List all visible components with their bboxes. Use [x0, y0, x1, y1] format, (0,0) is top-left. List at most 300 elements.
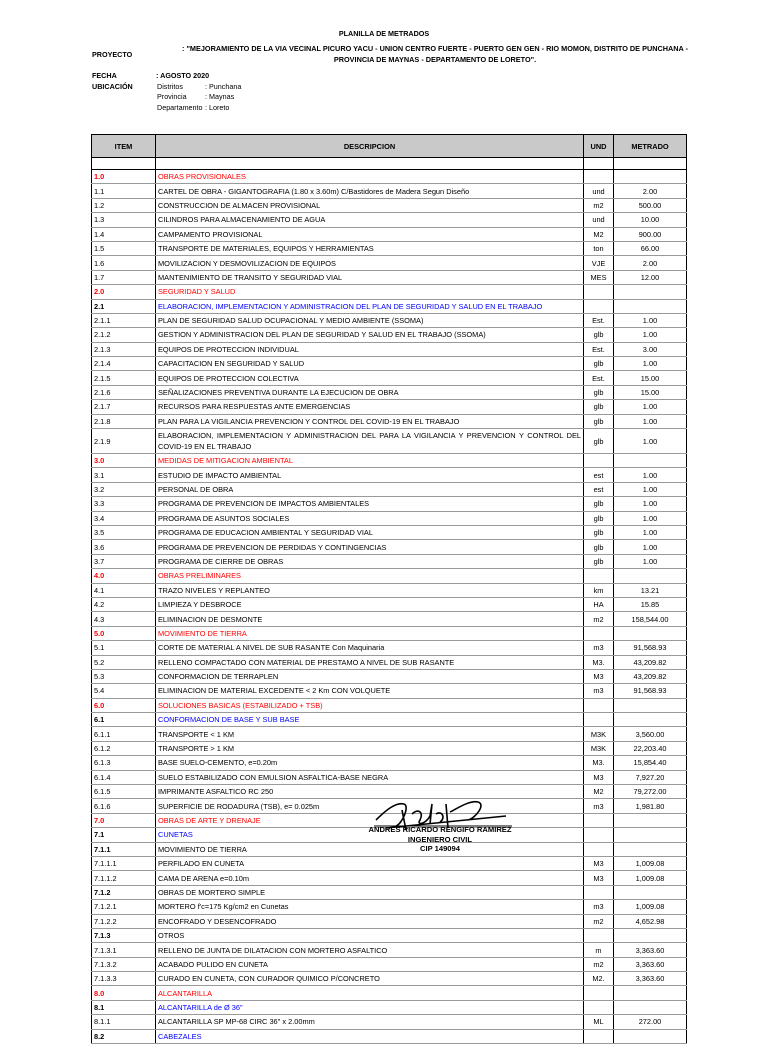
cell-metrado: [614, 885, 687, 899]
proyecto-line-1: : "MEJORAMIENTO DE LA VIA VECINAL PICURO YACU - UNION CENTRO FUERTE - PUERTO GEN GEN - RIO MOMON, DISTRITO DE PUNCHANA -: [181, 44, 689, 53]
cell-und: m3: [584, 641, 614, 655]
cell-und: [584, 828, 614, 842]
cell-und: M2: [584, 785, 614, 799]
cell-descripcion: ELIMINACION DE DESMONTE: [156, 612, 584, 626]
cell-descripcion: CAMA DE ARENA e=0.10m: [156, 871, 584, 885]
table-row: [92, 871, 687, 885]
table-row: [92, 342, 687, 356]
cell-metrado: [614, 454, 687, 468]
cell-metrado: 1.00: [614, 468, 687, 482]
cell-metrado: [614, 299, 687, 313]
table-row: [92, 170, 687, 184]
cell-metrado: 1.00: [614, 313, 687, 327]
engineer-cip: CIP 149094: [420, 844, 460, 854]
cell-descripcion: EQUIPOS DE PROTECCION INDIVIDUAL: [156, 342, 584, 356]
cell-descripcion: CAPACITACION EN SEGURIDAD Y SALUD: [156, 357, 584, 371]
cell-descripcion: CONFORMACION DE TERRAPLEN: [156, 669, 584, 683]
cell-metrado: 91,568.93: [614, 641, 687, 655]
cell-metrado: [614, 1000, 687, 1014]
engineer-name: ANDRES RICARDO RENGIFO RAMIREZ: [368, 825, 512, 834]
cell-item: 8.1.1: [92, 1015, 156, 1029]
cell-item: 7.1.1.2: [92, 871, 156, 885]
spacer-row: [92, 158, 687, 170]
table-row: [92, 1029, 687, 1043]
cell-item: 6.1.3: [92, 756, 156, 770]
table-row: [92, 213, 687, 227]
cell-metrado: 3,363.60: [614, 957, 687, 971]
cell-item: 2.1.8: [92, 414, 156, 428]
cell-descripcion: PROGRAMA DE ASUNTOS SOCIALES: [156, 511, 584, 525]
cell-metrado: 500.00: [614, 198, 687, 212]
cell-item: 2.0: [92, 285, 156, 299]
proyecto-label: PROYECTO: [92, 50, 133, 59]
table-body: [92, 158, 687, 1044]
engineer-title: INGENIERO CIVIL: [407, 834, 473, 844]
cell-item: 2.1: [92, 299, 156, 313]
table-row: [92, 928, 687, 942]
cell-metrado: [614, 713, 687, 727]
table-row: [92, 468, 687, 482]
cell-item: 1.3: [92, 213, 156, 227]
cell-item: 6.0: [92, 698, 156, 712]
cell-item: 2.1.9: [92, 429, 156, 454]
cell-item: 6.1.1: [92, 727, 156, 741]
cell-descripcion: ELABORACION, IMPLEMENTACION Y ADMINISTRACION DEL PLAN DE SEGURIDAD Y SALUD EN EL TRABAJO: [156, 299, 584, 313]
cell-metrado: 91,568.93: [614, 684, 687, 698]
cell-metrado: 2.00: [614, 256, 687, 270]
cell-metrado: [614, 285, 687, 299]
cell-item: 2.1.4: [92, 357, 156, 371]
cell-metrado: 1.00: [614, 554, 687, 568]
table-row: [92, 713, 687, 727]
cell-und: glb: [584, 511, 614, 525]
cell-und: ton: [584, 241, 614, 255]
cell-descripcion: PLAN DE SEGURIDAD SALUD OCUPACIONAL Y MEDIO AMBIENTE (SSOMA): [156, 313, 584, 327]
cell-item: 7.0: [92, 813, 156, 827]
cell-item: 4.2: [92, 597, 156, 611]
cell-und: [584, 698, 614, 712]
table-row: [92, 385, 687, 399]
cell-item: 7.1.2.1: [92, 900, 156, 914]
cell-item: 7.1.3.1: [92, 943, 156, 957]
cell-descripcion: PERSONAL DE OBRA: [156, 482, 584, 496]
table-row: [92, 400, 687, 414]
table-row: [92, 885, 687, 899]
cell-metrado: 272.00: [614, 1015, 687, 1029]
cell-und: VJE: [584, 256, 614, 270]
table-row: [92, 770, 687, 784]
cell-descripcion: CONFORMACION DE BASE Y SUB BASE: [156, 713, 584, 727]
cell-descripcion: OBRAS PROVISIONALES: [156, 170, 584, 184]
table-row: [92, 684, 687, 698]
cell-und: ML: [584, 1015, 614, 1029]
cell-descripcion: SEGURIDAD Y SALUD: [156, 285, 584, 299]
table-row: [92, 626, 687, 640]
cell-metrado: 2.00: [614, 184, 687, 198]
cell-metrado: 15.00: [614, 371, 687, 385]
table-row: [92, 1015, 687, 1029]
cell-metrado: 900.00: [614, 227, 687, 241]
cell-und: HA: [584, 597, 614, 611]
cell-und: M2.: [584, 972, 614, 986]
cell-und: [584, 1000, 614, 1014]
cell-item: 2.1.3: [92, 342, 156, 356]
cell-und: glb: [584, 497, 614, 511]
cell-und: und: [584, 184, 614, 198]
col-header-item: ITEM: [92, 135, 156, 158]
sheet-title: PLANILLA DE METRADOS: [338, 29, 430, 38]
cell-descripcion: TRANSPORTE > 1 KM: [156, 741, 584, 755]
cell-descripcion: ELABORACION, IMPLEMENTACION Y ADMINISTRACION DEL PARA LA VIGILANCIA Y PREVENCION Y CONTROL DEL COVID-19 EN EL TRABAJO: [156, 429, 584, 454]
cell-und: m3: [584, 684, 614, 698]
table-row: [92, 972, 687, 986]
cell-und: MES: [584, 270, 614, 284]
cell-metrado: 15.85: [614, 597, 687, 611]
col-header-metrado: METRADO: [614, 135, 687, 158]
cell-metrado: 1.00: [614, 429, 687, 454]
cell-item: 1.6: [92, 256, 156, 270]
cell-item: 3.7: [92, 554, 156, 568]
table-row: [92, 482, 687, 496]
distrito-label: Distritos: [157, 82, 183, 91]
cell-metrado: [614, 1029, 687, 1043]
cell-metrado: 3,560.00: [614, 727, 687, 741]
cell-und: Est.: [584, 371, 614, 385]
cell-item: 4.3: [92, 612, 156, 626]
cell-descripcion: PROGRAMA DE EDUCACION AMBIENTAL Y SEGURIDAD VIAL: [156, 525, 584, 539]
cell-metrado: [614, 698, 687, 712]
cell-descripcion: SUPERFICIE DE RODADURA (TSB), e= 0.025m: [156, 799, 584, 813]
cell-metrado: [614, 828, 687, 842]
cell-item: 2.1.5: [92, 371, 156, 385]
cell-und: Est.: [584, 342, 614, 356]
table-row: [92, 914, 687, 928]
table-row: [92, 227, 687, 241]
cell-descripcion: ALCANTARILLA SP MP-68 CIRC 36" x 2.00mm: [156, 1015, 584, 1029]
cell-descripcion: CAMPAMENTO PROVISIONAL: [156, 227, 584, 241]
table-row: [92, 583, 687, 597]
table-row: [92, 184, 687, 198]
cell-und: M3.: [584, 655, 614, 669]
cell-item: 5.1: [92, 641, 156, 655]
table-row: [92, 285, 687, 299]
cell-descripcion: SUELO ESTABILIZADO CON EMULSION ASFALTICA-BASE NEGRA: [156, 770, 584, 784]
cell-und: est: [584, 468, 614, 482]
table-row: [92, 612, 687, 626]
cell-und: glb: [584, 328, 614, 342]
cell-descripcion: LIMPIEZA Y DESBROCE: [156, 597, 584, 611]
table-row: [92, 429, 687, 454]
ubicacion-label: UBICACIÓN: [92, 82, 133, 91]
cell-item: 1.2: [92, 198, 156, 212]
table-row: [92, 328, 687, 342]
table-row: [92, 357, 687, 371]
cell-item: 1.0: [92, 170, 156, 184]
cell-item: 3.0: [92, 454, 156, 468]
cell-und: glb: [584, 554, 614, 568]
cell-descripcion: TRANSPORTE < 1 KM: [156, 727, 584, 741]
cell-descripcion: MOVIMIENTO DE TIERRA: [156, 842, 584, 856]
cell-metrado: 10.00: [614, 213, 687, 227]
cell-metrado: 66.00: [614, 241, 687, 255]
cell-metrado: 15,854.40: [614, 756, 687, 770]
cell-item: 3.2: [92, 482, 156, 496]
cell-item: 2.1.7: [92, 400, 156, 414]
table-row: [92, 313, 687, 327]
cell-metrado: 1,009.08: [614, 871, 687, 885]
cell-descripcion: BASE SUELO-CEMENTO, e=0.20m: [156, 756, 584, 770]
proyecto-line-2: PROVINCIA DE MAYNAS - DEPARTAMENTO DE LORETO".: [333, 55, 537, 64]
cell-metrado: 12.00: [614, 270, 687, 284]
cell-descripcion: CABEZALES: [156, 1029, 584, 1043]
table-row: [92, 986, 687, 1000]
cell-item: 7.1.1: [92, 842, 156, 856]
cell-und: [584, 569, 614, 583]
cell-descripcion: RECURSOS PARA RESPUESTAS ANTE EMERGENCIAS: [156, 400, 584, 414]
table-row: [92, 497, 687, 511]
cell-und: m3: [584, 900, 614, 914]
cell-und: [584, 454, 614, 468]
cell-metrado: [614, 569, 687, 583]
cell-und: m2: [584, 612, 614, 626]
cell-metrado: 3,363.60: [614, 943, 687, 957]
cell-item: 4.1: [92, 583, 156, 597]
cell-descripcion: ACABADO PULIDO EN CUNETA: [156, 957, 584, 971]
cell-und: M3K: [584, 741, 614, 755]
table-header-row: [92, 135, 687, 158]
cell-item: 8.2: [92, 1029, 156, 1043]
cell-und: glb: [584, 540, 614, 554]
provincia-label: Provincia: [157, 92, 187, 101]
cell-descripcion: SEÑALIZACIONES PREVENTIVA DURANTE LA EJECUCION DE OBRA: [156, 385, 584, 399]
cell-metrado: 1,009.08: [614, 856, 687, 870]
table-row: [92, 270, 687, 284]
table-row: [92, 669, 687, 683]
cell-item: 6.1.2: [92, 741, 156, 755]
cell-item: 5.4: [92, 684, 156, 698]
cell-metrado: [614, 626, 687, 640]
cell-metrado: 43,209.82: [614, 655, 687, 669]
cell-und: est: [584, 482, 614, 496]
cell-und: m2: [584, 198, 614, 212]
cell-descripcion: PROGRAMA DE CIERRE DE OBRAS: [156, 554, 584, 568]
table-row: [92, 540, 687, 554]
cell-item: 3.6: [92, 540, 156, 554]
cell-und: m2: [584, 914, 614, 928]
cell-metrado: [614, 170, 687, 184]
cell-descripcion: OBRAS DE MORTERO SIMPLE: [156, 885, 584, 899]
engineer-stamp: [360, 825, 520, 854]
cell-descripcion: ESTUDIO DE IMPACTO AMBIENTAL: [156, 468, 584, 482]
cell-descripcion: CILINDROS PARA ALMACENAMIENTO DE AGUA: [156, 213, 584, 227]
cell-descripcion: CORTE DE MATERIAL A NIVEL DE SUB RASANTE Con Maquinaria: [156, 641, 584, 655]
table-row: [92, 1000, 687, 1014]
table-row: [92, 554, 687, 568]
table-row: [92, 900, 687, 914]
cell-metrado: 1.00: [614, 357, 687, 371]
cell-und: M3.: [584, 756, 614, 770]
cell-item: 5.2: [92, 655, 156, 669]
cell-descripcion: TRANSPORTE DE MATERIALES, EQUIPOS Y HERRAMIENTAS: [156, 241, 584, 255]
cell-und: M3: [584, 770, 614, 784]
table-row: [92, 597, 687, 611]
cell-item: 4.0: [92, 569, 156, 583]
cell-und: glb: [584, 414, 614, 428]
cell-und: glb: [584, 357, 614, 371]
cell-metrado: [614, 928, 687, 942]
cell-metrado: [614, 842, 687, 856]
cell-metrado: 22,203.40: [614, 741, 687, 755]
cell-metrado: 1.00: [614, 400, 687, 414]
cell-metrado: 79,272.00: [614, 785, 687, 799]
col-header-und: UND: [584, 135, 614, 158]
cell-metrado: 1,009.08: [614, 900, 687, 914]
cell-item: 6.1.5: [92, 785, 156, 799]
cell-metrado: 13.21: [614, 583, 687, 597]
cell-item: 3.3: [92, 497, 156, 511]
cell-und: [584, 626, 614, 640]
cell-descripcion: CURADO EN CUNETA, CON CURADOR QUIMICO P/CONCRETO: [156, 972, 584, 986]
cell-item: 7.1.1.1: [92, 856, 156, 870]
cell-descripcion: ELIMINACION DE MATERIAL EXCEDENTE < 2 Km CON VOLQUETE: [156, 684, 584, 698]
cell-item: 6.1.6: [92, 799, 156, 813]
cell-item: 8.1: [92, 1000, 156, 1014]
cell-und: und: [584, 213, 614, 227]
cell-und: glb: [584, 525, 614, 539]
table-row: [92, 655, 687, 669]
cell-descripcion: ALCANTARILLA: [156, 986, 584, 1000]
cell-metrado: 1.00: [614, 540, 687, 554]
cell-descripcion: IMPRIMANTE ASFALTICO RC 250: [156, 785, 584, 799]
cell-metrado: [614, 813, 687, 827]
cell-item: 6.1.4: [92, 770, 156, 784]
cell-descripcion: GESTION Y ADMINISTRACION DEL PLAN DE SEGURIDAD Y SALUD EN EL TRABAJO (SSOMA): [156, 328, 584, 342]
cell-und: [584, 285, 614, 299]
cell-und: [584, 928, 614, 942]
cell-und: [584, 713, 614, 727]
cell-item: 5.3: [92, 669, 156, 683]
table-row: [92, 525, 687, 539]
cell-descripcion: OTROS: [156, 928, 584, 942]
table-row: [92, 698, 687, 712]
cell-item: 7.1.2.2: [92, 914, 156, 928]
cell-descripcion: ALCANTARILLA de Ø 36": [156, 1000, 584, 1014]
cell-descripcion: SOLUCIONES BASICAS (ESTABILIZADO + TSB): [156, 698, 584, 712]
cell-descripcion: OBRAS PRELIMINARES: [156, 569, 584, 583]
cell-item: 7.1.3.2: [92, 957, 156, 971]
table-row: [92, 454, 687, 468]
cell-und: [584, 813, 614, 827]
cell-metrado: 1.00: [614, 482, 687, 496]
cell-descripcion: CARTEL DE OBRA - GIGANTOGRAFIA (1.80 x 3.60m) C/Bastidores de Madera Segun Diseño: [156, 184, 584, 198]
cell-item: 3.1: [92, 468, 156, 482]
cell-und: M2: [584, 227, 614, 241]
cell-und: glb: [584, 400, 614, 414]
cell-und: km: [584, 583, 614, 597]
cell-metrado: 3,363.60: [614, 972, 687, 986]
cell-und: M3K: [584, 727, 614, 741]
cell-und: [584, 170, 614, 184]
table-row: [92, 569, 687, 583]
fecha-value: : AGOSTO 2020: [156, 71, 210, 80]
table-row: [92, 943, 687, 957]
table-row: [92, 414, 687, 428]
cell-descripcion: CUNETAS: [156, 828, 584, 842]
cell-item: 2.1.6: [92, 385, 156, 399]
cell-metrado: 15.00: [614, 385, 687, 399]
cell-und: M3: [584, 669, 614, 683]
cell-metrado: [614, 986, 687, 1000]
table-row: [92, 856, 687, 870]
cell-item: 3.5: [92, 525, 156, 539]
cell-item: 7.1.3.3: [92, 972, 156, 986]
fecha-label: FECHA: [92, 71, 117, 80]
table-row: [92, 299, 687, 313]
table-row: [92, 371, 687, 385]
cell-descripcion: TRAZO NIVELES Y REPLANTEO: [156, 583, 584, 597]
cell-descripcion: CONSTRUCCION DE ALMACEN PROVISIONAL: [156, 198, 584, 212]
cell-und: m3: [584, 799, 614, 813]
distrito-value: : Punchana: [205, 82, 242, 91]
cell-descripcion: MORTERO f'c=175 Kg/cm2 en Cunetas: [156, 900, 584, 914]
table-row: [92, 198, 687, 212]
cell-descripcion: RELLENO DE JUNTA DE DILATACION CON MORTERO ASFALTICO: [156, 943, 584, 957]
cell-item: 2.1.2: [92, 328, 156, 342]
cell-descripcion: PROGRAMA DE PREVENCION DE IMPACTOS AMBIENTALES: [156, 497, 584, 511]
cell-item: 8.0: [92, 986, 156, 1000]
cell-und: glb: [584, 385, 614, 399]
cell-metrado: 1.00: [614, 414, 687, 428]
cell-und: Est.: [584, 313, 614, 327]
cell-descripcion: ENCOFRADO Y DESENCOFRADO: [156, 914, 584, 928]
cell-descripcion: EQUIPOS DE PROTECCION COLECTIVA: [156, 371, 584, 385]
table-row: [92, 256, 687, 270]
provincia-value: : Maynas: [205, 92, 235, 101]
cell-descripcion: OBRAS DE ARTE Y DRENAJE: [156, 813, 584, 827]
cell-metrado: 43,209.82: [614, 669, 687, 683]
cell-und: [584, 885, 614, 899]
cell-item: 5.0: [92, 626, 156, 640]
cell-und: M3: [584, 871, 614, 885]
cell-und: [584, 986, 614, 1000]
cell-metrado: 3.00: [614, 342, 687, 356]
cell-item: 1.5: [92, 241, 156, 255]
cell-metrado: 1,981.80: [614, 799, 687, 813]
cell-item: 6.1: [92, 713, 156, 727]
col-header-descripcion: DESCRIPCION: [156, 135, 584, 158]
cell-descripcion: MOVIMIENTO DE TIERRA: [156, 626, 584, 640]
departamento-value: : Loreto: [205, 103, 230, 112]
table-row: [92, 727, 687, 741]
cell-descripcion: MOVILIZACION Y DESMOVILIZACION DE EQUIPOS: [156, 256, 584, 270]
table-row: [92, 641, 687, 655]
cell-metrado: 158,544.00: [614, 612, 687, 626]
cell-item: 7.1.3: [92, 928, 156, 942]
cell-descripcion: PROGRAMA DE PREVENCION DE PERDIDAS Y CONTINGENCIAS: [156, 540, 584, 554]
cell-und: m: [584, 943, 614, 957]
table-row: [92, 756, 687, 770]
cell-metrado: 1.00: [614, 328, 687, 342]
cell-item: 1.1: [92, 184, 156, 198]
table-row: [92, 957, 687, 971]
table-row: [92, 511, 687, 525]
cell-metrado: 1.00: [614, 497, 687, 511]
cell-descripcion: RELLENO COMPACTADO CON MATERIAL DE PRESTAMO A NIVEL DE SUB RASANTE: [156, 655, 584, 669]
cell-metrado: 1.00: [614, 525, 687, 539]
cell-item: 7.1.2: [92, 885, 156, 899]
cell-item: 1.4: [92, 227, 156, 241]
cell-descripcion: MEDIDAS DE MITIGACION AMBIENTAL: [156, 454, 584, 468]
